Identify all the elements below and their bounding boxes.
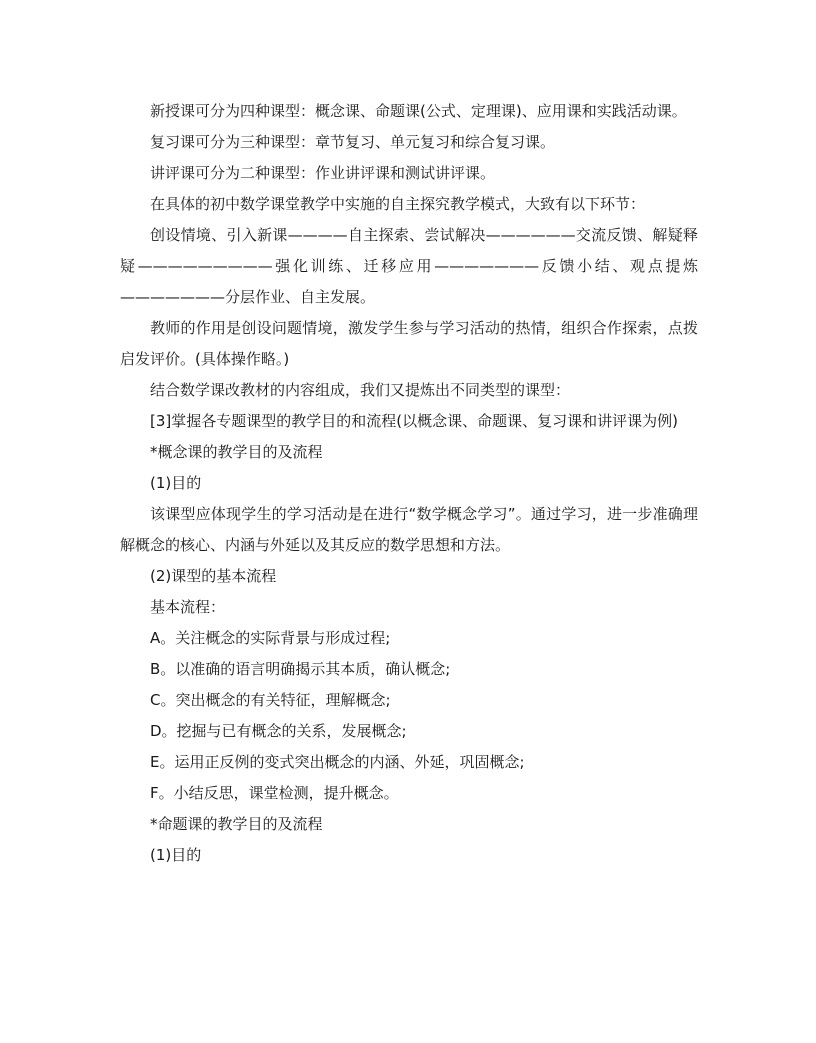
- heading-proposition-lesson: *命题课的教学目的及流程: [150, 815, 323, 833]
- document-body: [120, 96, 698, 871]
- paragraph-review-lesson-types: 复习课可分为三种课型：章节复习、单元复习和综合复习课。: [150, 133, 556, 151]
- list-item-d: D。挖掘与已有概念的关系，发展概念;: [150, 722, 407, 740]
- list-item-e: E。运用正反例的变式突出概念的内涵、外延，巩固概念;: [150, 753, 525, 771]
- paragraph-teacher-role: 教师的作用是创设问题情境，激发学生参与学习活动的热情，组织合作探索，点拨启发评价。(具体操作略。): [120, 319, 698, 368]
- subheading-purpose-1: (1)目的: [150, 474, 202, 492]
- label-basic-flow: 基本流程：: [150, 598, 226, 616]
- paragraph-lesson-type-summary: 结合数学课改教材的内容组成，我们又提炼出不同类型的课型：: [150, 381, 571, 399]
- heading-concept-lesson: *概念课的教学目的及流程: [150, 443, 323, 461]
- paragraph-new-lesson-types: 新授课可分为四种课型：概念课、命题课(公式、定理课)、应用课和实践活动课。: [150, 102, 687, 120]
- list-item-f: F。小结反思，课堂检测，提升概念。: [150, 784, 399, 802]
- paragraph-concept-purpose: 该课型应体现学生的学习活动是在进行“数学概念学习”。通过学习，进一步准确理解概念的核心、内涵与外延以及其反应的数学思想和方法。: [120, 505, 698, 554]
- subheading-basic-flow: (2)课型的基本流程: [150, 567, 277, 585]
- list-item-a: A。关注概念的实际背景与形成过程;: [150, 629, 391, 647]
- paragraph-teaching-steps: 创设情境、引入新课————自主探索、尝试解决——————交流反馈、解疑释疑—————————强化训练、迁移应用———————反馈小结、观点提炼———————分层作业、自主发展。: [120, 226, 698, 306]
- paragraph-comment-lesson-types: 讲评课可分为二种课型：作业讲评课和测试讲评课。: [150, 164, 496, 182]
- list-item-b: B。以准确的语言明确揭示其本质，确认概念;: [150, 660, 451, 678]
- paragraph-teaching-mode-intro: 在具体的初中数学课堂教学中实施的自主探究教学模式，大致有以下环节：: [150, 195, 646, 213]
- subheading-purpose-2: (1)目的: [150, 846, 202, 864]
- paragraph-section-3-heading: [3]掌握各专题课型的教学目的和流程(以概念课、命题课、复习课和讲评课为例): [150, 412, 678, 430]
- list-item-c: C。突出概念的有关特征，理解概念;: [150, 691, 391, 709]
